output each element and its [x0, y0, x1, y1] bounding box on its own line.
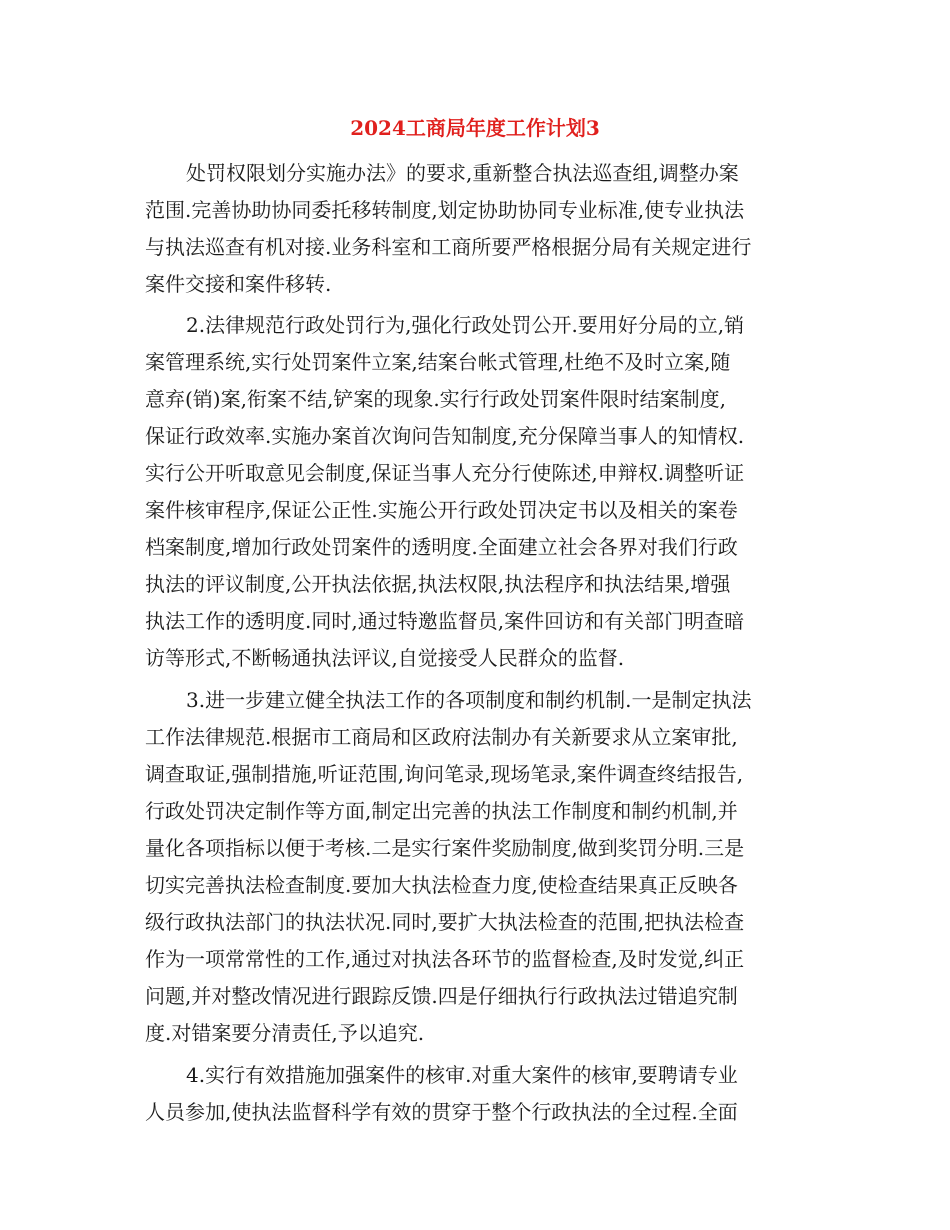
- paragraph-line: 3.进一步建立健全执法工作的各项制度和制约机制.一是制定执法: [186, 688, 752, 712]
- paragraph-line: 范围.完善协助协同委托移转制度,划定协助协同专业标准,使专业执法: [145, 198, 745, 222]
- paragraph-line: 4.实行有效措施加强案件的核审.对重大案件的核审,要聘请专业: [186, 1063, 738, 1087]
- paragraph-line: 与执法巡查有机对接.业务科室和工商所要严格根据分局有关规定进行: [145, 235, 752, 259]
- paragraph-line: 度.对错案要分清责任,予以追究.: [145, 1021, 425, 1045]
- paragraph-line: 案件交接和案件移转.: [145, 272, 332, 296]
- paragraph-line: 作为一项常常性的工作,通过对执法各环节的监督检查,及时发觉,纠正: [145, 947, 745, 971]
- paragraph-line: 执法工作的透明度.同时,通过特邀监督员,案件回访和有关部门明查暗: [145, 609, 745, 633]
- paragraph-line: 问题,并对整改情况进行跟踪反馈.四是仔细执行行政执法过错追究制: [145, 984, 738, 1008]
- paragraph-line: 档案制度,增加行政处罚案件的透明度.全面建立社会各界对我们行政: [145, 535, 738, 559]
- paragraph-line: 量化各项指标以便于考核.二是实行案件奖励制度,做到奖罚分明.三是: [145, 836, 745, 860]
- paragraph-line: 执法的评议制度,公开执法依据,执法权限,执法程序和执法结果,增强: [145, 572, 731, 596]
- paragraph-line: 工作法律规范.根据市工商局和区政府法制办有关新要求从立案审批,: [145, 725, 738, 749]
- paragraph-line: 切实完善执法检查制度.要加大执法检查力度,使检查结果真正反映各: [145, 873, 738, 897]
- paragraph-line: 意弃(销)案,衔案不结,铲案的现象.实行行政处罚案件限时结案制度,: [145, 387, 727, 411]
- paragraph-line: 案件核审程序,保证公正性.实施公开行政处罚决定书以及相关的案卷: [145, 498, 738, 522]
- paragraph-line: 访等形式,不断畅通执法评议,自觉接受人民群众的监督.: [145, 646, 625, 670]
- paragraph-line: 保证行政效率.实施办案首次询问告知制度,充分保障当事人的知情权.: [145, 424, 745, 448]
- paragraph-line: 实行公开听取意见会制度,保证当事人充分行使陈述,申辩权.调整听证: [145, 461, 745, 485]
- document-title: 2024工商局年度工作计划3: [350, 116, 600, 140]
- paragraph-line: 级行政执法部门的执法状况.同时,要扩大执法检查的范围,把执法检查: [145, 910, 745, 934]
- paragraph-line: 行政处罚决定制作等方面,制定出完善的执法工作制度和制约机制,并: [145, 799, 738, 823]
- paragraph-line: 处罚权限划分实施办法》的要求,重新整合执法巡查组,调整办案: [186, 161, 739, 185]
- paragraph-line: 人员参加,使执法监督科学有效的贯穿于整个行政执法的全过程.全面: [145, 1100, 738, 1124]
- paragraph-line: 案管理系统,实行处罚案件立案,结案台帐式管理,杜绝不及时立案,随: [145, 350, 731, 374]
- paragraph-line: 调查取证,强制措施,听证范围,询问笔录,现场笔录,案件调查终结报告,: [145, 762, 744, 786]
- paragraph-line: 2.法律规范行政处罚行为,强化行政处罚公开.要用好分局的立,销: [186, 313, 745, 337]
